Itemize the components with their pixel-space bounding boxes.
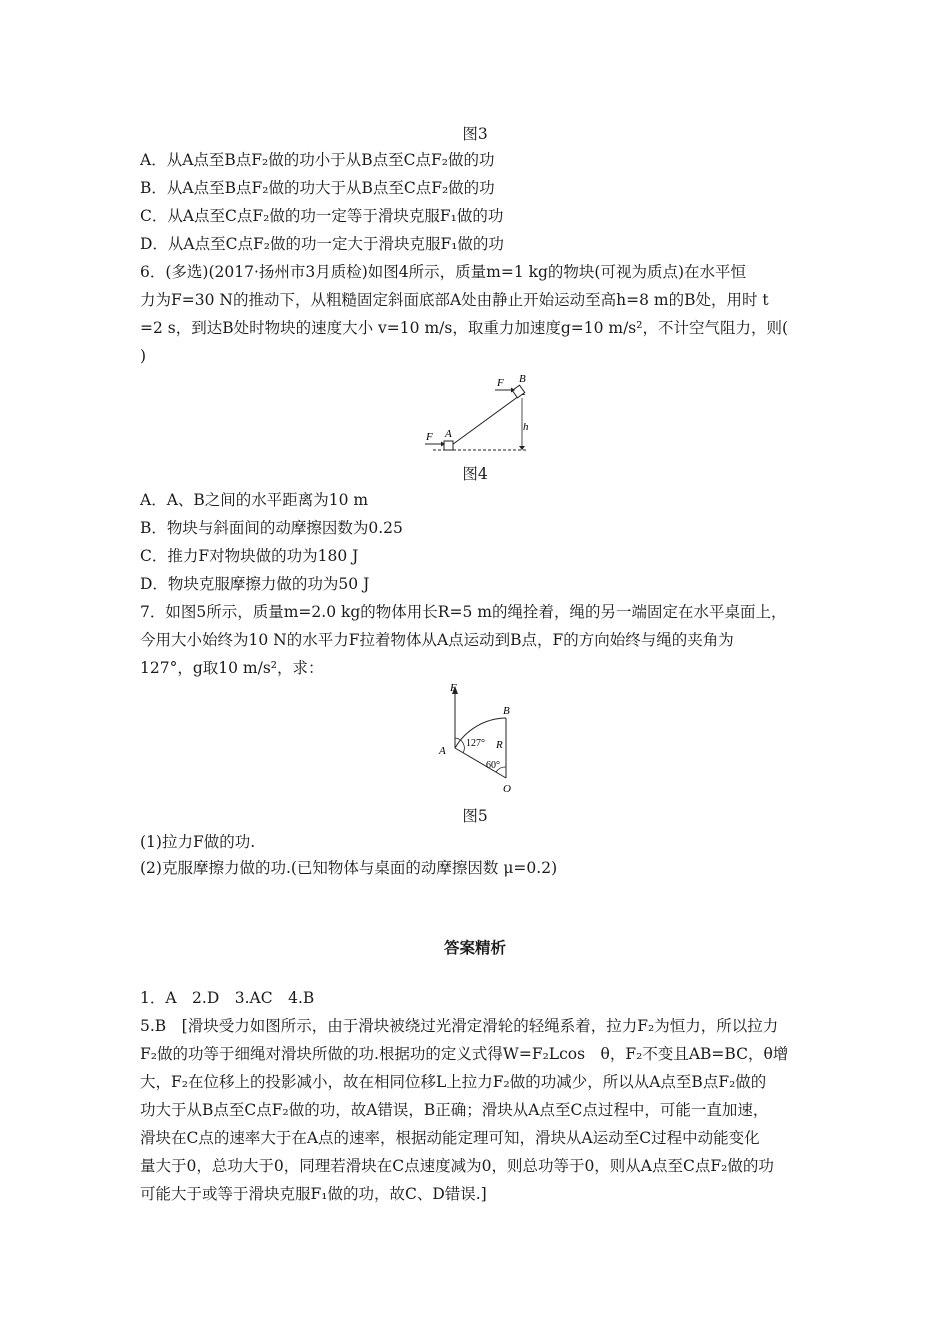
q6-stem-line-3: =2 s，到达B处时物块的速度大小 v=10 m/s，取重力加速度g=10 m/s²，不计空气阻力，则(	[140, 319, 789, 337]
q6-option-c: C．推力F对物块做的功为180 J	[140, 547, 359, 565]
label-a: A	[439, 745, 446, 757]
label-f: F	[450, 682, 457, 694]
q5-option-d: D．从A点至C点F₂做的功一定大于滑块克服F₁做的功	[140, 235, 504, 253]
incline-line	[445, 396, 519, 450]
q5-option-c: C．从A点至C点F₂做的功一定等于滑块克服F₁做的功	[140, 207, 504, 225]
q7-stem-line-1: 7．如图5所示，质量m=2.0 kg的物体用长R=5 m的绳拴着，绳的另一端固定在水平桌面上，	[140, 603, 787, 621]
answer-line-1: 1．A 2.D 3.AC 4.B	[140, 989, 315, 1007]
q7-stem-line-2: 今用大小始终为10 N的水平力F拉着物体从A点运动到B点，F的方向始终与绳的夹角为	[140, 631, 734, 649]
answer-line-8: 可能大于或等于滑块克服F₁做的功，故C、D错误.]	[140, 1185, 487, 1203]
label-h: h	[523, 421, 529, 433]
answer-line-2: 5.B [滑块受力如图所示，由于滑块被绕过光滑定滑轮的轻绳系着，拉力F₂为恒力，所以拉力	[140, 1017, 779, 1035]
q6-option-d: D．物块克服摩擦力做的功为50 J	[140, 575, 370, 593]
height-arrow-down	[519, 446, 525, 450]
label-angle-127: 127°	[466, 738, 485, 749]
label-f-top: F	[497, 377, 504, 389]
label-f-bottom: F	[426, 431, 433, 443]
answer-line-3: F₂做的功等于细绳对滑块所做的功.根据功的定义式得W=F₂Lcos θ，F₂不变且AB=BC，θ增	[140, 1045, 789, 1063]
answer-line-5: 功大于从B点至C点F₂做的功，故A错误，B正确；滑块从A点至C点过程中，可能一直加速，	[140, 1101, 769, 1119]
q6-option-b: B．物块与斜面间的动摩擦因数为0.25	[140, 519, 403, 537]
figure-5-caption: 图5	[462, 807, 488, 825]
label-b: B	[503, 705, 510, 717]
q5-option-b: B．从A点至B点F₂做的功大于从B点至C点F₂做的功	[140, 179, 495, 197]
q7-part-2: (2)克服摩擦力做的功.(已知物体与桌面的动摩擦因数 μ=0.2)	[140, 859, 558, 877]
q5-option-a: A．从A点至B点F₂做的功小于从B点至C点F₂做的功	[140, 151, 495, 169]
figure-5-sector-diagram	[433, 680, 523, 798]
q6-option-a: A．A、B之间的水平距离为10 m	[140, 491, 369, 509]
label-a: A	[445, 428, 452, 440]
label-o: O	[503, 783, 511, 795]
answer-line-6: 滑块在C点的速率大于在A点的速率，根据动能定理可知，滑块从A运动至C过程中动能变化	[140, 1129, 760, 1147]
answer-line-7: 量大于0，总功大于0，同理若滑块在C点速度减为0，则总功等于0，则从A点至C点F₂做的功	[140, 1157, 774, 1175]
figure-4-incline-diagram	[415, 370, 535, 452]
label-b: B	[519, 373, 526, 385]
answer-line-4: 大，F₂在位移上的投影减小，故在相同位移L上拉力F₂做的功减少，所以从A点至B点F₂做的	[140, 1073, 767, 1091]
q6-stem-line-2: 力为F=30 N的推动下，从粗糙固定斜面底部A处由静止开始运动至高h=8 m的B处，用时 t	[140, 291, 769, 309]
q7-stem-line-3: 127°，g取10 m/s²，求：	[140, 659, 324, 677]
block-at-b	[512, 385, 525, 398]
figure-3-caption: 图3	[462, 125, 488, 143]
q6-stem-line-4: )	[140, 347, 147, 365]
q7-part-1: (1)拉力F做的功.	[140, 833, 256, 851]
q6-stem-line-1: 6．(多选)(2017·扬州市3月质检)如图4所示，质量m=1 kg的物块(可视为质点)在水平恒	[140, 263, 747, 281]
answer-section-title: 答案精析	[443, 939, 506, 957]
label-angle-60: 60°	[486, 760, 500, 771]
label-r: R	[496, 739, 503, 751]
block-at-a	[444, 441, 453, 450]
figure-4-caption: 图4	[462, 465, 488, 483]
